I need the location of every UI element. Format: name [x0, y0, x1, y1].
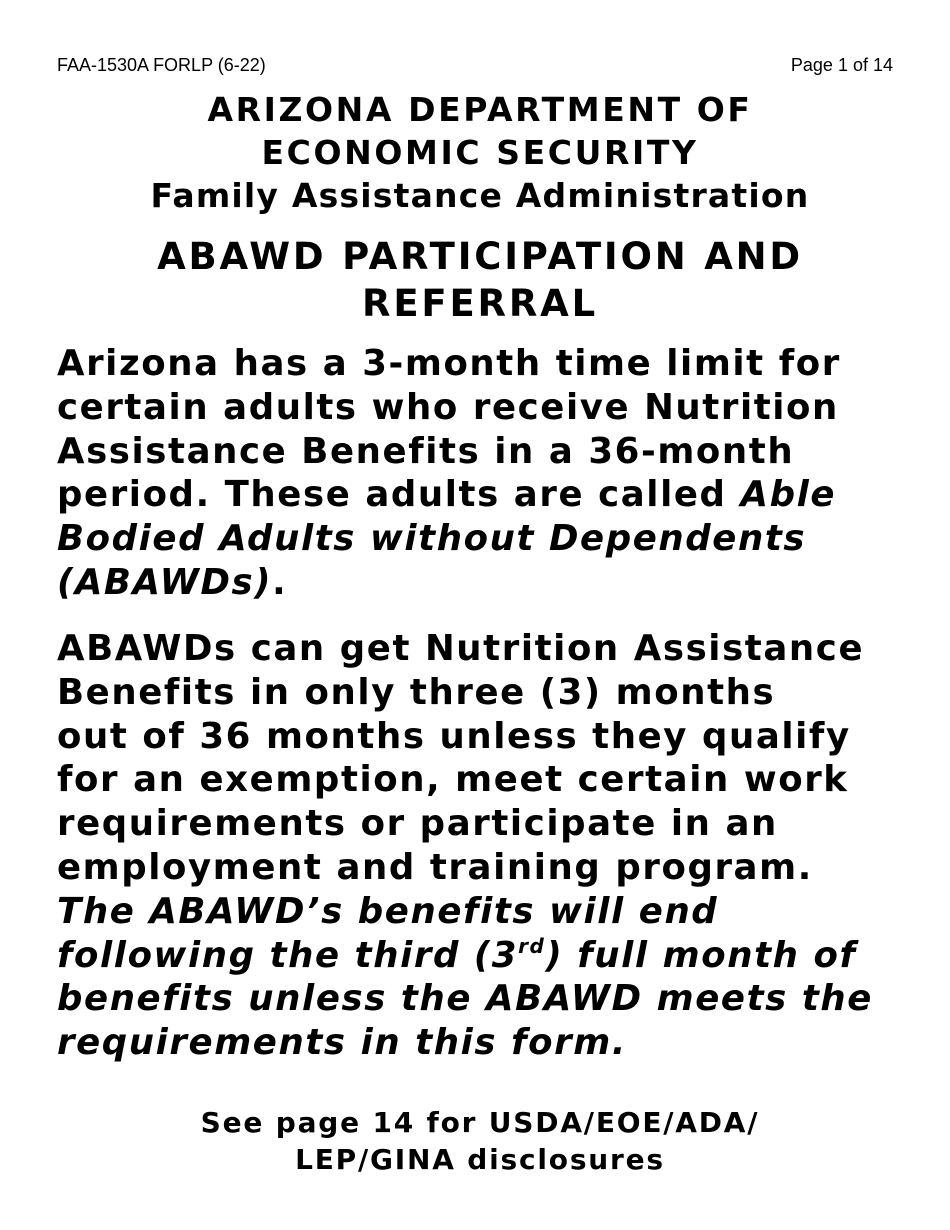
time-limit-paragraph — [57, 627, 937, 1065]
intro-line-6-end: . — [272, 561, 288, 603]
time-limit-line-8-after: ) full month of — [545, 934, 857, 976]
agency-name-line-2: ECONOMIC SECURITY — [261, 133, 699, 172]
intro-line-5-italic: Bodied Adults without Dependents — [57, 518, 807, 560]
time-limit-line-6: employment and training program. — [57, 846, 813, 888]
intro-line-2: certain adults who receive Nutrition — [57, 386, 839, 428]
time-limit-line-5: requirements or participate in an — [57, 803, 778, 845]
form-header — [57, 52, 893, 78]
time-limit-line-8-before: following the third (3 — [57, 934, 519, 976]
agency-heading — [40, 88, 920, 217]
agency-name-line-1: ARIZONA DEPARTMENT OF — [207, 90, 753, 129]
time-limit-line-10-italic: requirements in this form. — [57, 1022, 627, 1064]
time-limit-line-2: Benefits in only three (3) months — [57, 671, 776, 713]
intro-paragraph — [57, 342, 937, 605]
intro-line-4-text: period. These adults are called — [57, 474, 741, 516]
intro-line-4-italic: Able — [740, 474, 837, 516]
time-limit-line-1: ABAWDs can get Nutrition Assistance — [57, 628, 865, 669]
time-limit-line-3: out of 36 months unless they qualify — [57, 715, 851, 757]
time-limit-line-7 — [57, 890, 937, 934]
time-limit-line-7-italic: The ABAWD’s benefits will end — [57, 890, 719, 932]
page-number: Page 1 of 14 — [790, 55, 893, 75]
disclosure-note — [40, 1104, 920, 1178]
document-title-line-1: ABAWD PARTICIPATION AND — [157, 235, 803, 278]
document-title-line-2: REFERRAL — [362, 282, 598, 325]
time-limit-line-4: for an exemption, meet certain work — [57, 759, 849, 801]
intro-line-6-italic: (ABAWDs) — [57, 561, 273, 603]
time-limit-line-8 — [57, 934, 937, 978]
form-number: FAA-1530A FORLP (6-22) — [57, 55, 266, 75]
time-limit-line-8-italic — [57, 935, 857, 976]
agency-division: Family Assistance Administration — [150, 176, 810, 215]
ordinal-superscript: rd — [518, 933, 546, 958]
intro-line-5 — [57, 517, 937, 561]
time-limit-line-9-italic: benefits unless the ABAWD meets the — [57, 978, 873, 1020]
document-title — [40, 233, 920, 327]
intro-line-1: Arizona has a 3-month time limit for — [57, 343, 841, 384]
disclosure-line-2: LEP/GINA disclosures — [295, 1143, 665, 1176]
time-limit-line-9 — [57, 977, 937, 1021]
time-limit-line-10 — [57, 1021, 937, 1065]
intro-line-6 — [57, 561, 937, 605]
disclosure-line-1: See page 14 for USDA/EOE/ADA/ — [200, 1106, 760, 1139]
intro-line-4 — [57, 473, 937, 517]
intro-line-3: Assistance Benefits in a 36-month — [57, 430, 795, 472]
